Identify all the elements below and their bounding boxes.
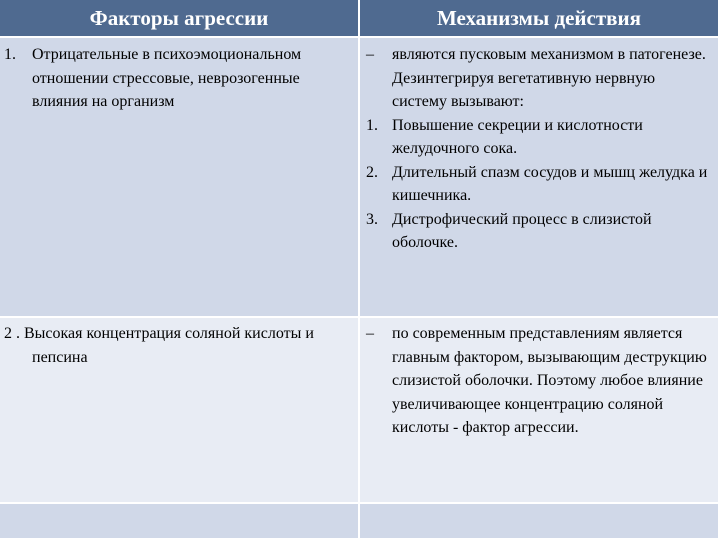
row1-factor-item <box>4 43 352 114</box>
row1-factor-number: 1. <box>4 46 16 63</box>
row2-mechanism-cell <box>360 318 720 504</box>
row1-mechanism-list <box>366 114 714 255</box>
list-item-number: 2. <box>366 163 378 181</box>
row1-factor-text: Отрицательные в психоэмоциональном отношении стрессовые, неврозогенные влияния на организм <box>32 46 302 110</box>
list-item-text: Повышение секреции и кислотности желудочного сока. <box>392 116 643 157</box>
row2-mechanism-text: по современным представлениям является главным фактором, вызывающим деструкцию слизистой оболочки. Поэтому любое влияние увеличивающее концентрацию соляной кислоты - фактор агрессии. <box>392 325 707 436</box>
list-item <box>366 161 714 208</box>
list-item-text: Длительный спазм сосудов и мышц желудка и кишечника. <box>392 163 708 204</box>
header-label-col1: Факторы агрессии <box>89 5 269 30</box>
empty-row-cell-left <box>0 504 360 540</box>
header-mechanisms <box>360 0 720 38</box>
row1-mechanism-intro <box>366 43 714 114</box>
row2-factor-cell <box>0 318 360 504</box>
header-label-col2: Механизмы действия <box>437 5 641 30</box>
list-item-number: 1. <box>366 116 378 134</box>
empty-row-cell-right <box>360 504 720 540</box>
row1-mechanism-intro-text: являются пусковым механизмом в патогенезе. Дезинтегрируя вегетативную нервную систему вызывают: <box>392 46 706 110</box>
list-item <box>366 208 714 255</box>
row1-dash-bullet: – <box>366 46 374 63</box>
list-item-number: 3. <box>366 210 378 228</box>
row1-factor-cell <box>0 38 360 318</box>
row1-mechanism-cell <box>360 38 720 318</box>
header-aggression-factors <box>0 0 360 38</box>
list-item <box>366 114 714 161</box>
row2-factor-text: 2 . Высокая концентрация соляной кислоты и пепсина <box>4 325 314 366</box>
row2-dash-bullet: – <box>366 325 374 342</box>
list-item-text: Дистрофический процесс в слизистой оболочке. <box>392 210 652 251</box>
row2-mechanism-item <box>366 322 714 440</box>
